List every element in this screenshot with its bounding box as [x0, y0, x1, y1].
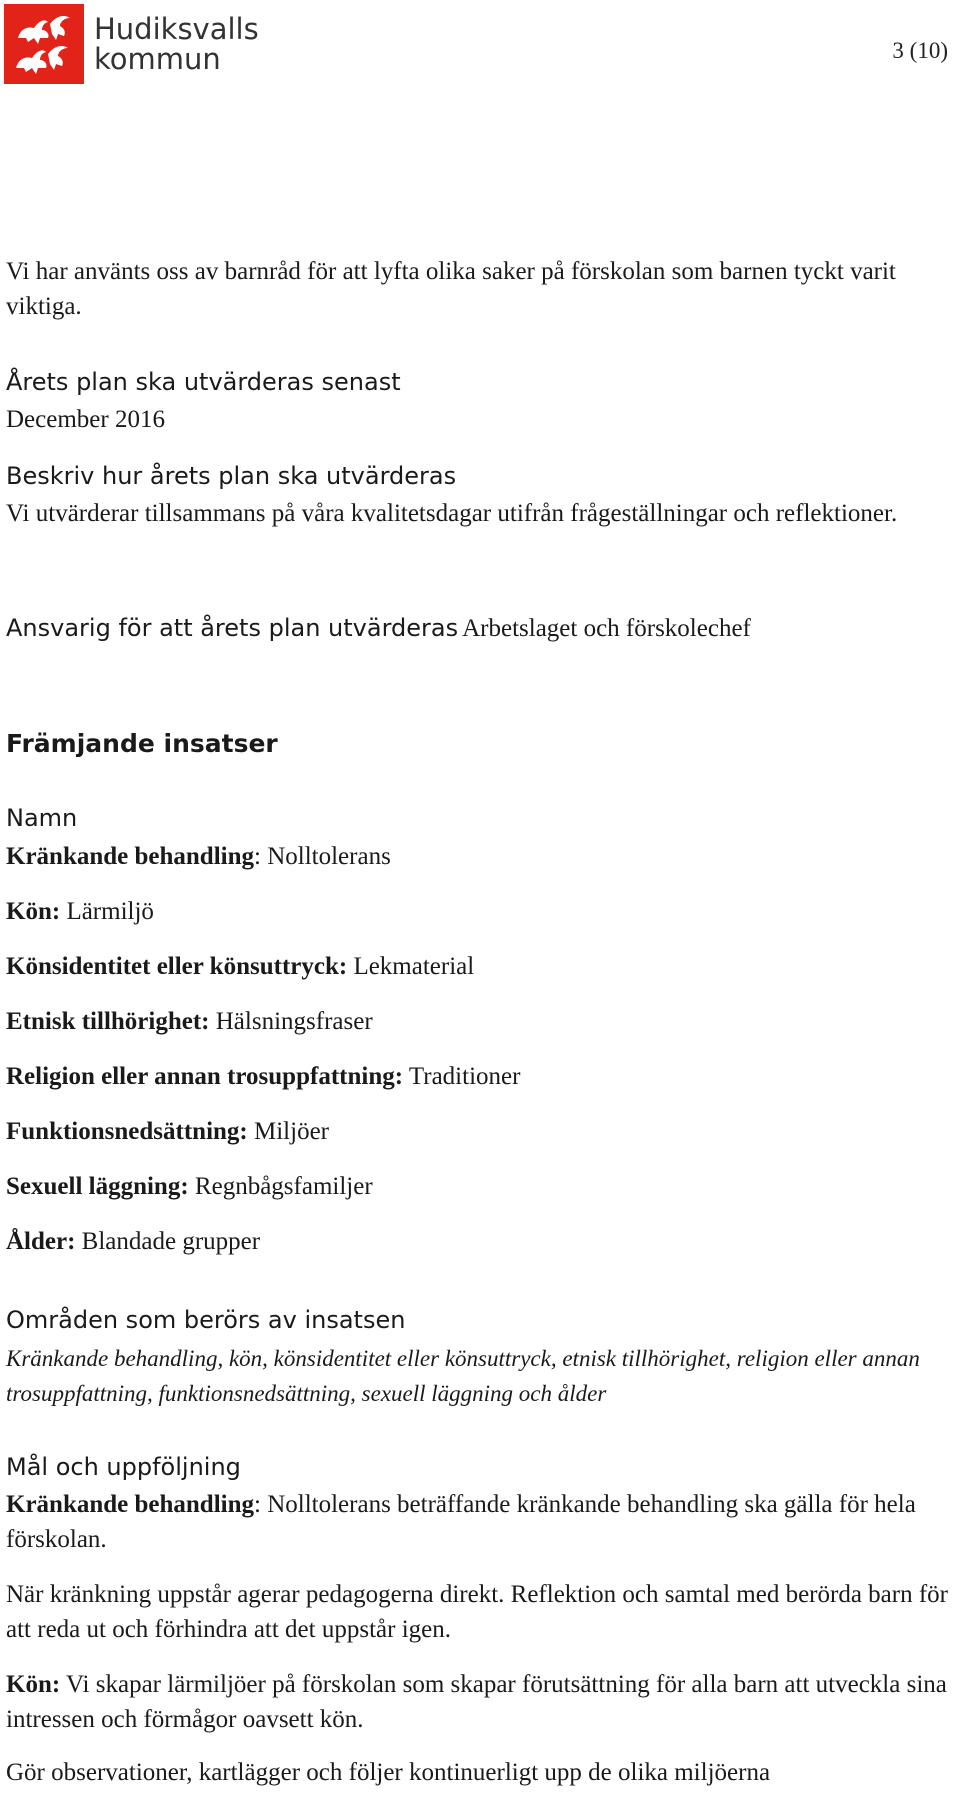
evaluation-how-value: Vi utvärderar tillsammans på våra kvalitetsdagar utifrån frågeställningar och reflektioner.: [6, 500, 898, 527]
intro-paragraph: Vi har använts oss av barnråd för att lyfta olika saker på förskolan som barnen tyckt varit viktiga.: [6, 258, 896, 320]
item-row: [6, 1224, 954, 1259]
item-value: Traditioner: [408, 1063, 521, 1090]
item-label: Ålder:: [6, 1228, 76, 1255]
item-label: Etnisk tillhörighet:: [6, 1008, 210, 1035]
areas-label: Områden som berörs av insatsen: [6, 1306, 406, 1334]
goals-paragraph-4: Gör observationer, kartlägger och följer kontinuerligt upp de olika miljöerna: [6, 1759, 771, 1786]
page-number: 3 (10): [892, 38, 948, 63]
item-value: Blandade grupper: [81, 1228, 261, 1255]
item-label: Sexuell läggning:: [6, 1173, 189, 1200]
goals-label: Mål och uppföljning: [6, 1453, 241, 1481]
item-label: Kränkande behandling: [6, 843, 255, 870]
logo-line-2: kommun: [94, 42, 221, 76]
name-label: Namn: [6, 804, 78, 832]
logo-wordmark: [94, 14, 259, 74]
item-value: Nolltolerans: [267, 843, 391, 870]
goals-p3-label: Kön:: [6, 1671, 61, 1698]
evaluation-when-value: December 2016: [6, 406, 165, 433]
item-value: Hälsningsfraser: [215, 1008, 373, 1035]
goals-p1-text: Nolltolerans beträffande kränkande behandling ska gälla för hela förskolan.: [6, 1491, 916, 1553]
goals-paragraph-1: Kränkande behandling: Nolltolerans beträffande kränkande behandling ska gälla för hela förskolan.: [6, 1491, 916, 1553]
evaluation-responsible: [6, 610, 954, 649]
item-label: Könsidentitet eller könsuttryck:: [6, 953, 348, 980]
item-row: Kränkande behandling: Nolltolerans: [6, 843, 391, 870]
item-value: Lekmaterial: [353, 953, 475, 980]
item-value: Miljöer: [254, 1118, 329, 1145]
goals-p1-label: Kränkande behandling: [6, 1491, 255, 1518]
evaluation-responsible-value: Arbetslaget och förskolechef: [462, 615, 751, 642]
evaluation-responsible-label: Ansvarig för att årets plan utvärderas: [6, 614, 459, 642]
areas-value: Kränkande behandling, kön, könsidentitet eller könsuttryck, etnisk tillhörighet, religion eller annan trosuppfattning, funktionsnedsättning, sexuell läggning och ålder: [6, 1346, 920, 1406]
goat-logo-icon: [4, 4, 84, 84]
section-title: Främjande insatser: [6, 729, 278, 758]
goals-paragraph-3: [6, 1667, 954, 1737]
item-row: [6, 949, 954, 984]
item-label: Religion eller annan trosuppfattning:: [6, 1063, 404, 1090]
municipality-logo: [4, 4, 259, 84]
item-row: [6, 1059, 954, 1094]
goals-paragraph-2: När kränkning uppstår agerar pedagogerna direkt. Reflektion och samtal med berörda barn för att reda ut och förhindra att det uppstår igen.: [6, 1581, 948, 1643]
evaluation-when-label: Årets plan ska utvärderas senast: [6, 368, 401, 396]
evaluation-how-label: Beskriv hur årets plan ska utvärderas: [6, 462, 457, 490]
item-row: [6, 1114, 954, 1149]
item-label: Funktionsnedsättning:: [6, 1118, 248, 1145]
item-row: [6, 894, 954, 929]
item-row: [6, 1169, 954, 1204]
goals-p3-text: Vi skapar lärmiljöer på förskolan som skapar förutsättning för alla barn att utveckla sina intressen och förmågor oavsett kön.: [6, 1671, 947, 1733]
item-value: Lärmiljö: [66, 898, 154, 925]
item-row: [6, 1004, 954, 1039]
item-value: Regnbågsfamiljer: [194, 1173, 373, 1200]
logo-line-1: Hudiksvalls: [94, 12, 259, 46]
item-label: Kön:: [6, 898, 61, 925]
